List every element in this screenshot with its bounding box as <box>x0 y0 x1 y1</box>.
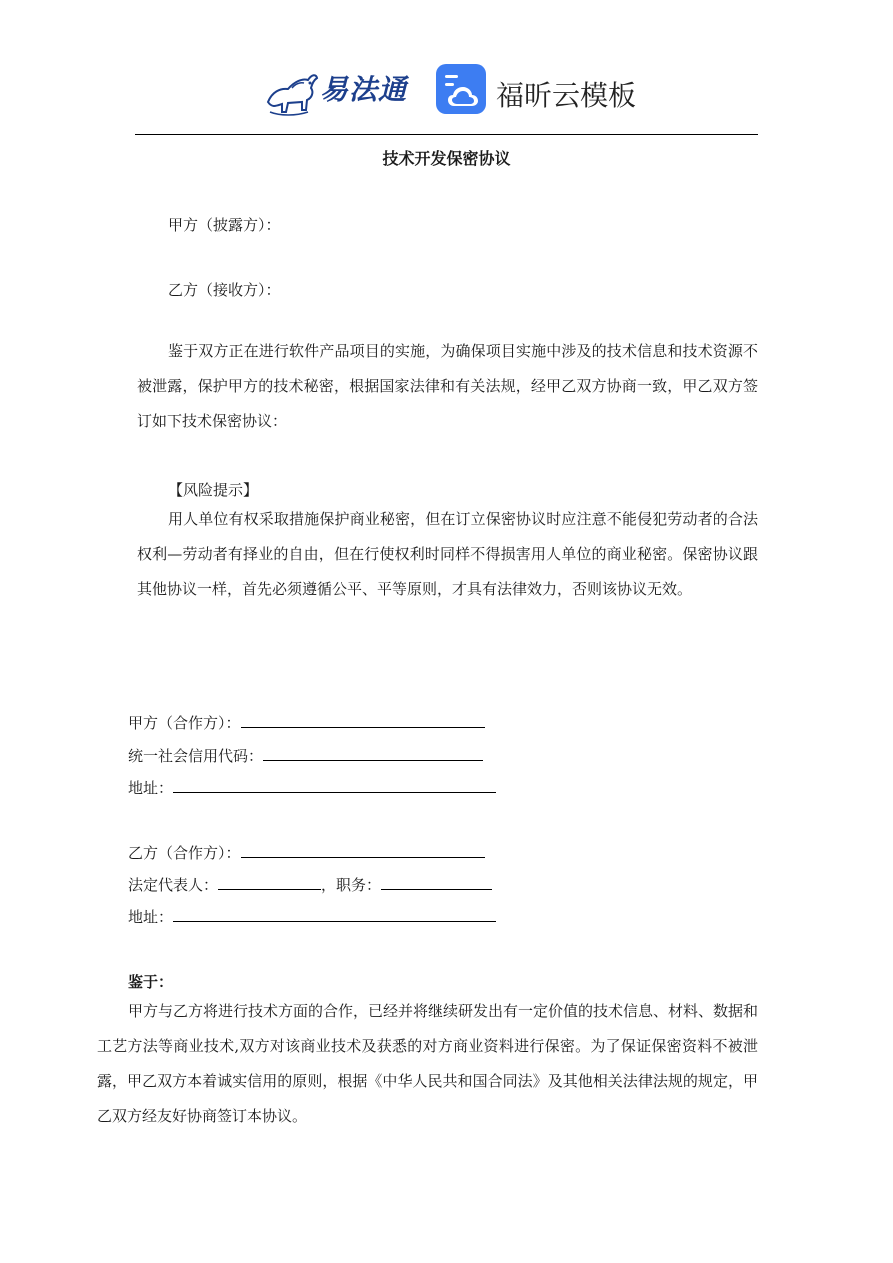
party-b-rep-row <box>128 874 492 895</box>
yifatong-logo <box>262 62 412 118</box>
page-header <box>0 58 893 124</box>
header-divider <box>135 134 758 135</box>
party-b-name-blank[interactable] <box>241 843 485 858</box>
logo1-text: 易法通 <box>320 73 408 106</box>
logo2-text: 福昕云模板 <box>496 79 637 112</box>
party-a-address-row <box>128 777 496 798</box>
party-b-name-label: 乙方（合作方）： <box>128 844 241 862</box>
party-b-address-blank[interactable] <box>173 907 496 922</box>
party-b-address-row <box>128 906 496 927</box>
cloud-document-icon <box>436 64 486 114</box>
party-b-rep-label: 法定代表人： <box>128 876 219 894</box>
risk-heading: 【风险提示】 <box>168 481 259 499</box>
party-a-disclosing: 甲方（披露方）： <box>168 216 281 234</box>
party-a-name-label: 甲方（合作方）： <box>128 714 241 732</box>
party-a-address-label: 地址： <box>128 779 174 797</box>
party-a-credit-code-blank[interactable] <box>263 746 483 761</box>
whereas-heading: 鉴于： <box>128 973 174 991</box>
intro-paragraph: 鉴于双方正在进行软件产品项目的实施，为确保项目实施中涉及的技术信息和技术资源不被泄露，保护甲方的技术秘密，根据国家法律和有关法规，经甲乙双方协商一致，甲乙双方签订如下技术保密协议： <box>137 342 758 430</box>
document-title: 技术开发保密协议 <box>382 149 511 168</box>
party-b-name-row <box>128 842 485 863</box>
qilin-icon <box>262 62 320 118</box>
party-b-rep-blank[interactable] <box>218 875 321 890</box>
risk-paragraph: 用人单位有权采取措施保护商业秘密，但在订立保密协议时应注意不能侵犯劳动者的合法权利—劳动者有择业的自由，但在行使权利时同样不得损害用人单位的商业秘密。保密协议跟其他协议一样，首先必须遵循公平、平等原则，才具有法律效力，否则该协议无效。 <box>137 510 758 598</box>
party-a-name-blank[interactable] <box>241 713 485 728</box>
party-a-address-blank[interactable] <box>173 778 496 793</box>
whereas-paragraph: 甲方与乙方将进行技术方面的合作，已经并将继续研发出有一定价值的技术信息、材料、数据和工艺方法等商业技术,双方对该商业技术及获悉的对方商业资料进行保密。为了保证保密资料不被泄露，甲乙双方本着诚实信用的原则，根据《中华人民共和国合同法》及其他相关法律法规的规定，甲乙双方经友好协商签订本协议。 <box>97 1002 759 1125</box>
party-b-position-label: ，职务： <box>321 876 382 894</box>
party-b-address-label: 地址： <box>128 908 174 926</box>
party-a-credit-row <box>128 745 483 766</box>
party-a-credit-code-label: 统一社会信用代码： <box>128 747 264 765</box>
party-b-position-blank[interactable] <box>381 875 492 890</box>
party-a-name-row <box>128 712 485 733</box>
party-b-receiving: 乙方（接收方）： <box>168 281 281 299</box>
